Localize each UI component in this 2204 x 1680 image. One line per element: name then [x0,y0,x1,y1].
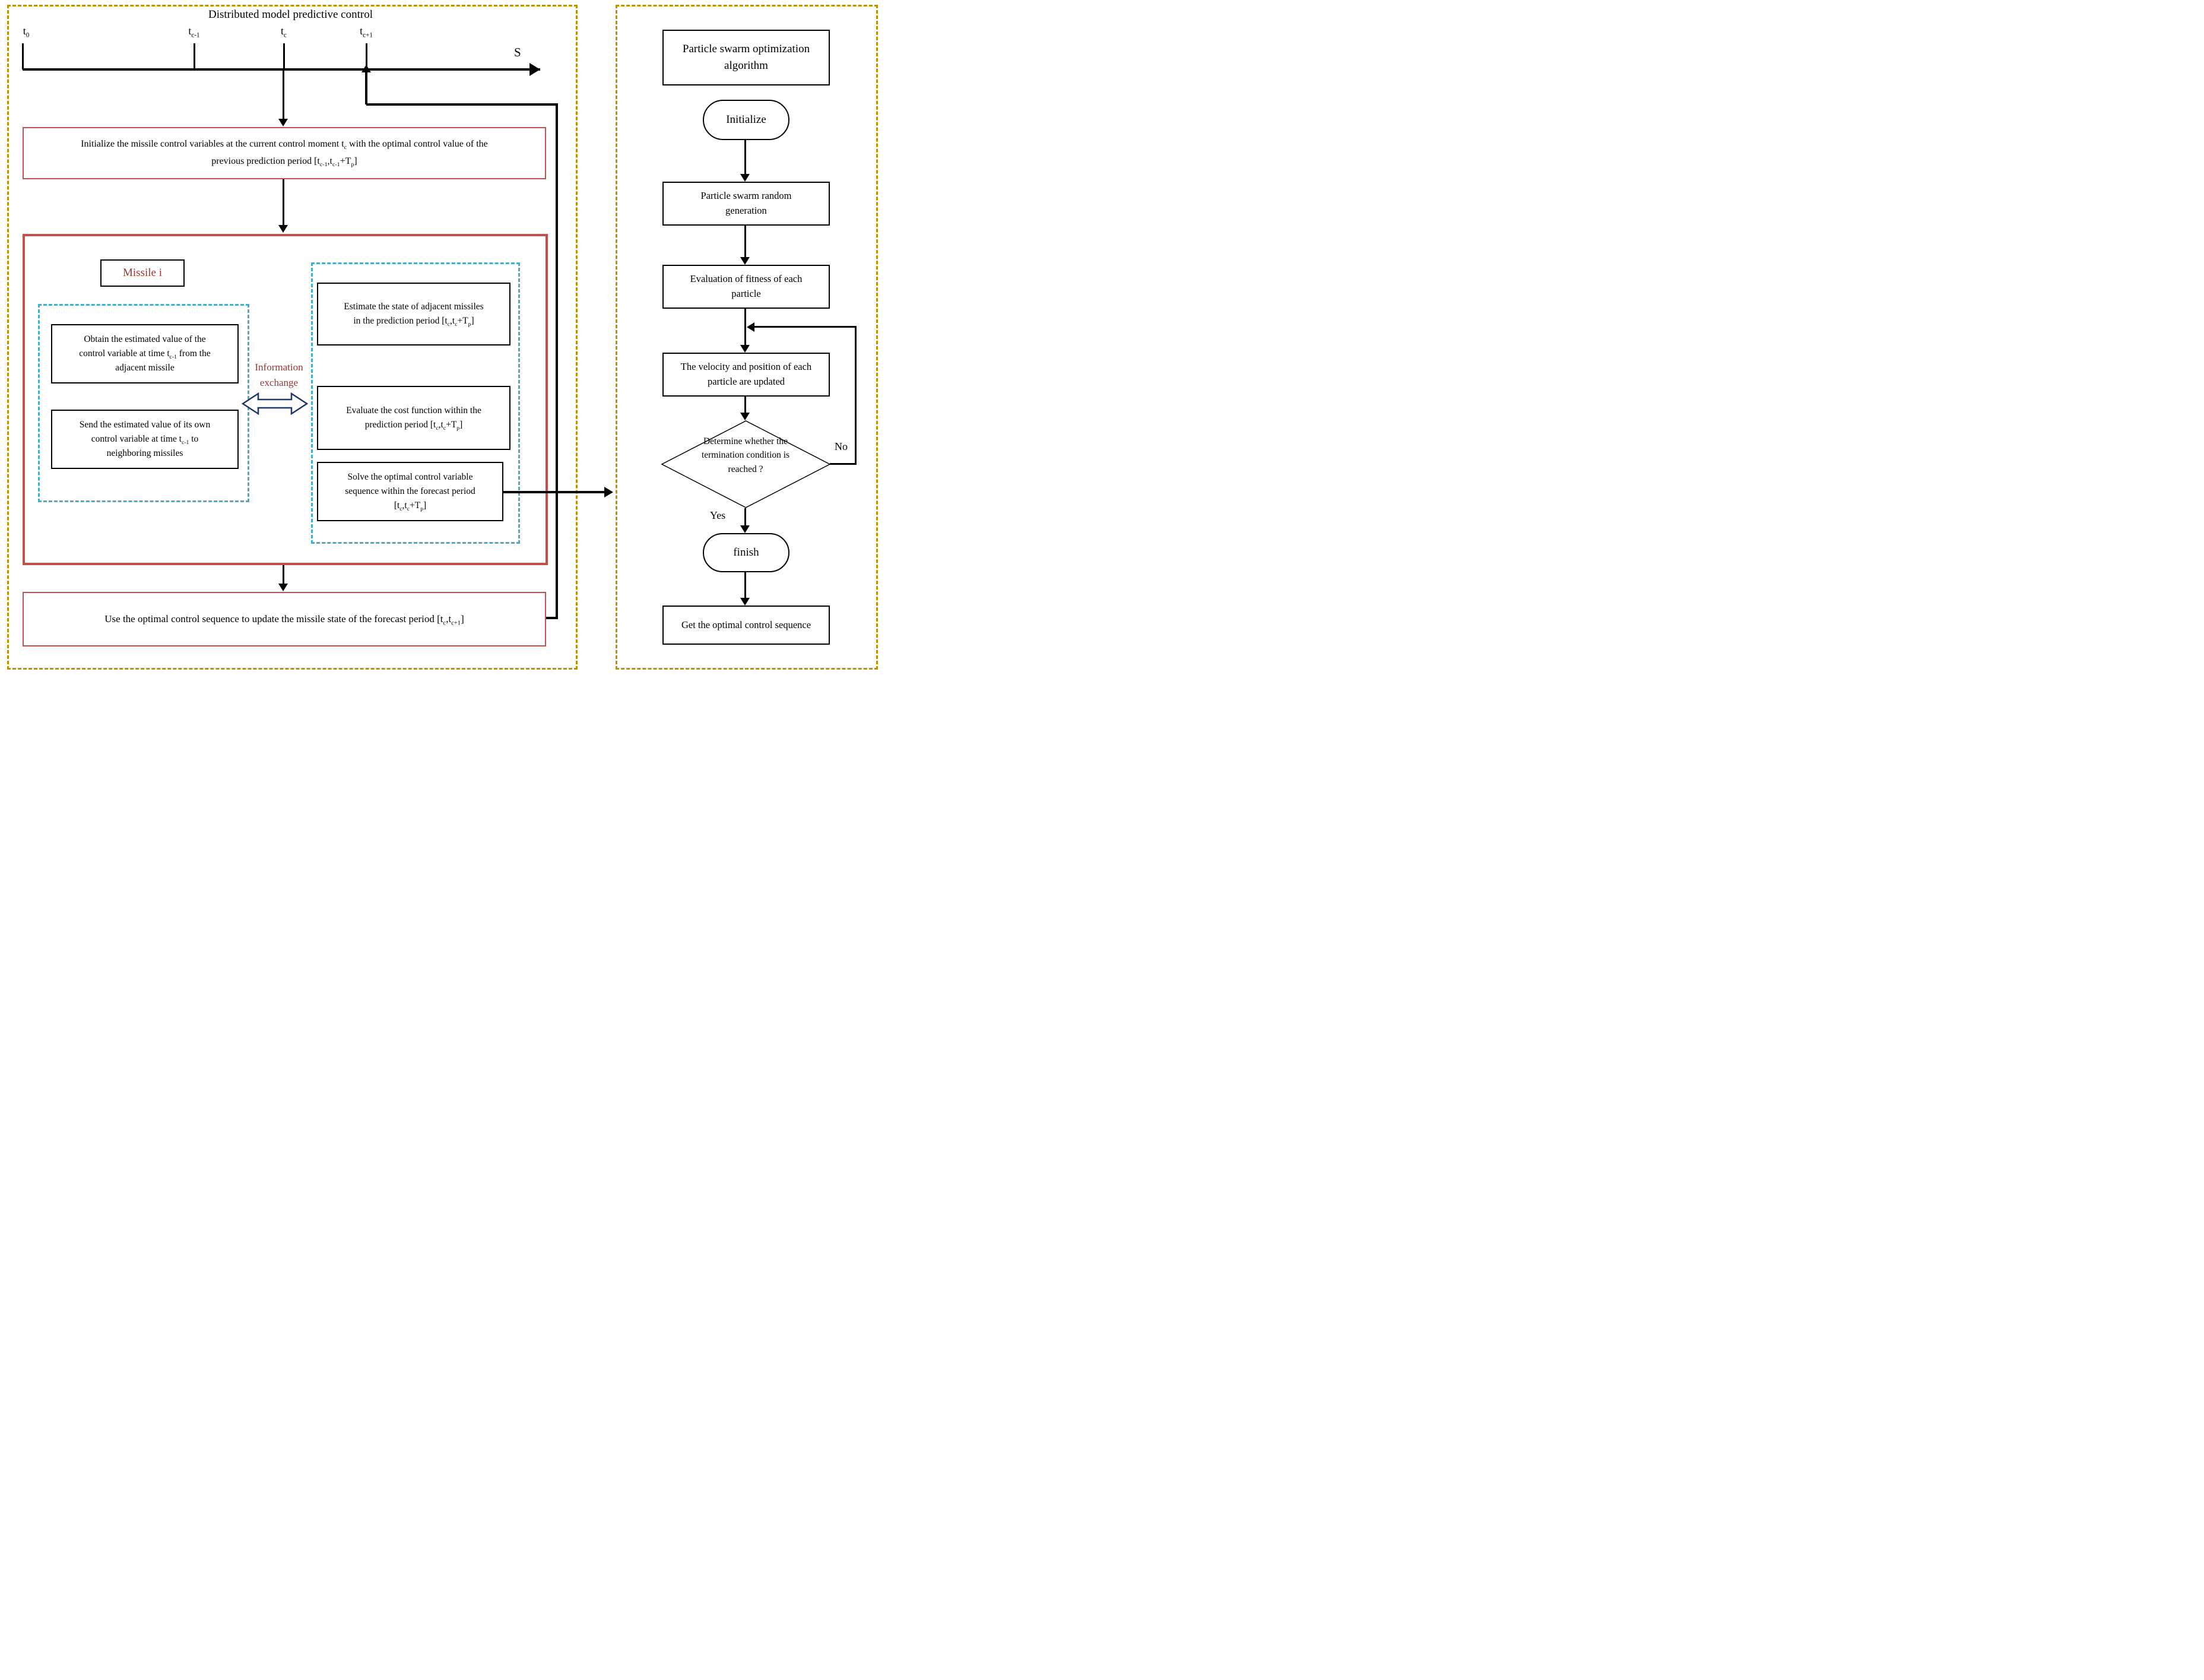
arrow-initialize-to-generation [744,140,746,174]
estimate-state-text: Estimate the state of adjacent missiles in the prediction period $[t_c,t_c+T_p]$ [344,301,484,328]
feedback-up-arrowhead-icon [361,65,371,72]
no-path-return-line [749,326,857,328]
arrow-generation-to-evaluation [744,226,746,257]
pso-finish-text: finish [733,546,759,559]
timeline-label-tc: $t_c$ [281,25,287,39]
estimate-state-box [317,283,510,345]
update-state-text: Use the optimal control sequence to update the missile state of the forecast period $[t_c,t_{c+1}]$ [104,613,464,627]
send-estimate-text: Send the estimated value of its own control variable at time $t_{c-1}$ to neighboring missiles [79,419,211,458]
update-state-box [23,592,546,646]
arrow-finish-to-result [744,572,746,598]
evaluate-cost-text: Evaluate the cost function within the prediction period $[t_c,t_c+T_p]$ [346,405,481,432]
evaluate-cost-box [317,386,510,450]
solve-optimal-box [317,462,503,521]
arrow-solve-to-pso-head-icon [604,487,613,497]
missile-i-box [100,259,185,287]
timeline-label-tc-1: $t_{c-1}$ [188,25,200,39]
timeline-label-tc+1: $t_{c+1}$ [360,25,373,39]
pso-title-box [662,30,830,85]
pso-generation-box [662,182,830,226]
timeline-tick-tc [283,43,285,69]
pso-update-box [662,353,830,397]
arrow-missile-block-to-update-head-icon [278,584,288,591]
feedback-up-line [365,72,367,104]
timeline-label-t0: $t_0$ [23,25,30,39]
arrow-init-to-missile-block [283,179,284,225]
no-label: No [835,440,848,452]
pso-title-text: Particle swarm optimization algorithm [682,43,810,72]
no-path-arrowhead-icon [747,322,754,332]
feedback-vertical-line [556,104,558,619]
information-exchange-label: Information exchange [255,362,303,389]
arrow-update-to-decision-head-icon [740,413,750,420]
arrow-initialize-to-generation-head-icon [740,174,750,182]
no-path-vertical-line [855,327,857,465]
arrow-decision-to-finish-head-icon [740,525,750,533]
pso-initialize-text: Initialize [726,113,766,126]
arrow-evaluation-to-update-head-icon [740,345,750,353]
arrow-tc-to-init-head-icon [278,119,288,126]
pso-evaluation-text: Evaluation of fitness of each particle [690,273,803,299]
information-exchange-double-arrow-icon [241,392,309,416]
pso-generation-text: Particle swarm random generation [700,190,792,216]
timeline-axis-label: S [514,45,521,59]
arrow-init-to-missile-block-head-icon [278,225,288,233]
obtain-estimate-box [51,324,239,383]
arrow-finish-to-result-head-icon [740,598,750,606]
arrow-generation-to-evaluation-head-icon [740,257,750,265]
pso-result-box [662,606,830,645]
timeline-axis-arrowhead-icon [529,63,540,76]
init-control-variables-box [23,127,546,179]
no-path-horizontal-line [830,463,857,465]
timeline-tick-tc-1 [194,43,195,69]
missile-i-label: Missile i [123,267,162,279]
pso-initialize-node [703,100,789,140]
arrow-tc-to-init [283,69,284,121]
timeline-tick-t0 [22,43,24,69]
pso-update-text: The velocity and position of each particle are updated [680,361,812,387]
dmpc-title: Distributed model predictive control [208,8,373,21]
solve-optimal-text: Solve the optimal control variable sequence within the forecast period $[t_c,t_c+T_p]$ [345,471,475,513]
init-control-variables-text: Initialize the missile control variables at the current control moment $t_c$ with the optimal control value of the previous prediction period $[t_{c-1},t_{c-1}+T_p]$ [81,139,488,169]
obtain-estimate-text: Obtain the estimated value of the control variable at time $t_{c-1}$ from the adjacent missile [79,334,211,373]
feedback-horizontal-line [366,103,558,106]
pso-finish-node [703,533,789,572]
pso-result-text: Get the optimal control sequence [681,619,811,630]
yes-label: Yes [710,509,726,521]
arrow-update-to-decision [744,397,746,413]
pso-decision-text: Determine whether the termination condition is reached ? [701,436,790,474]
send-estimate-box [51,410,239,469]
arrow-evaluation-to-update [744,309,746,345]
arrow-solve-to-pso [503,491,605,493]
pso-evaluation-box [662,265,830,309]
arrow-decision-to-finish [744,508,746,526]
timeline-axis [23,68,540,71]
diagram-canvas [0,0,882,672]
arrow-missile-block-to-update [283,565,284,584]
